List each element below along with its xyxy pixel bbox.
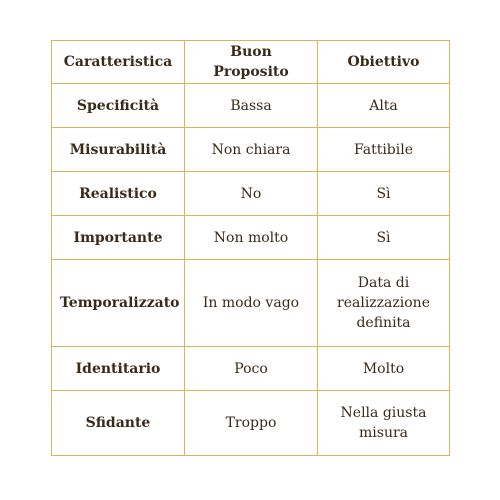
- row-label: Sfidante: [52, 391, 185, 456]
- table-cell: Nella giusta misura: [318, 391, 450, 456]
- table-row: [52, 260, 450, 347]
- table-cell: Poco: [185, 347, 318, 391]
- table-row: [52, 347, 450, 391]
- table-row: [52, 391, 450, 456]
- table-cell: Bassa: [185, 84, 318, 128]
- table-cell: In modo vago: [185, 260, 318, 347]
- table-row: [52, 172, 450, 216]
- table-cell: Sì: [318, 216, 450, 260]
- table-cell: Molto: [318, 347, 450, 391]
- table-header-row: [52, 41, 450, 84]
- row-label: Temporalizzato: [52, 260, 185, 347]
- header-caratteristica: Caratteristica: [52, 41, 185, 84]
- table-cell: Non chiara: [185, 128, 318, 172]
- table-cell: Data di realizzazione definita: [318, 260, 450, 347]
- table-cell: No: [185, 172, 318, 216]
- comparison-table: [51, 40, 450, 456]
- table-cell: Non molto: [185, 216, 318, 260]
- header-obiettivo: Obiettivo: [318, 41, 450, 84]
- table-cell: Alta: [318, 84, 450, 128]
- table-cell: Troppo: [185, 391, 318, 456]
- header-buon-proposito: Buon Proposito: [185, 41, 318, 84]
- row-label: Specificità: [52, 84, 185, 128]
- table-row: [52, 216, 450, 260]
- row-label: Identitario: [52, 347, 185, 391]
- row-label: Misurabilità: [52, 128, 185, 172]
- table-cell: Fattibile: [318, 128, 450, 172]
- row-label: Realistico: [52, 172, 185, 216]
- table-row: [52, 84, 450, 128]
- table-cell: Sì: [318, 172, 450, 216]
- table-row: [52, 128, 450, 172]
- row-label: Importante: [52, 216, 185, 260]
